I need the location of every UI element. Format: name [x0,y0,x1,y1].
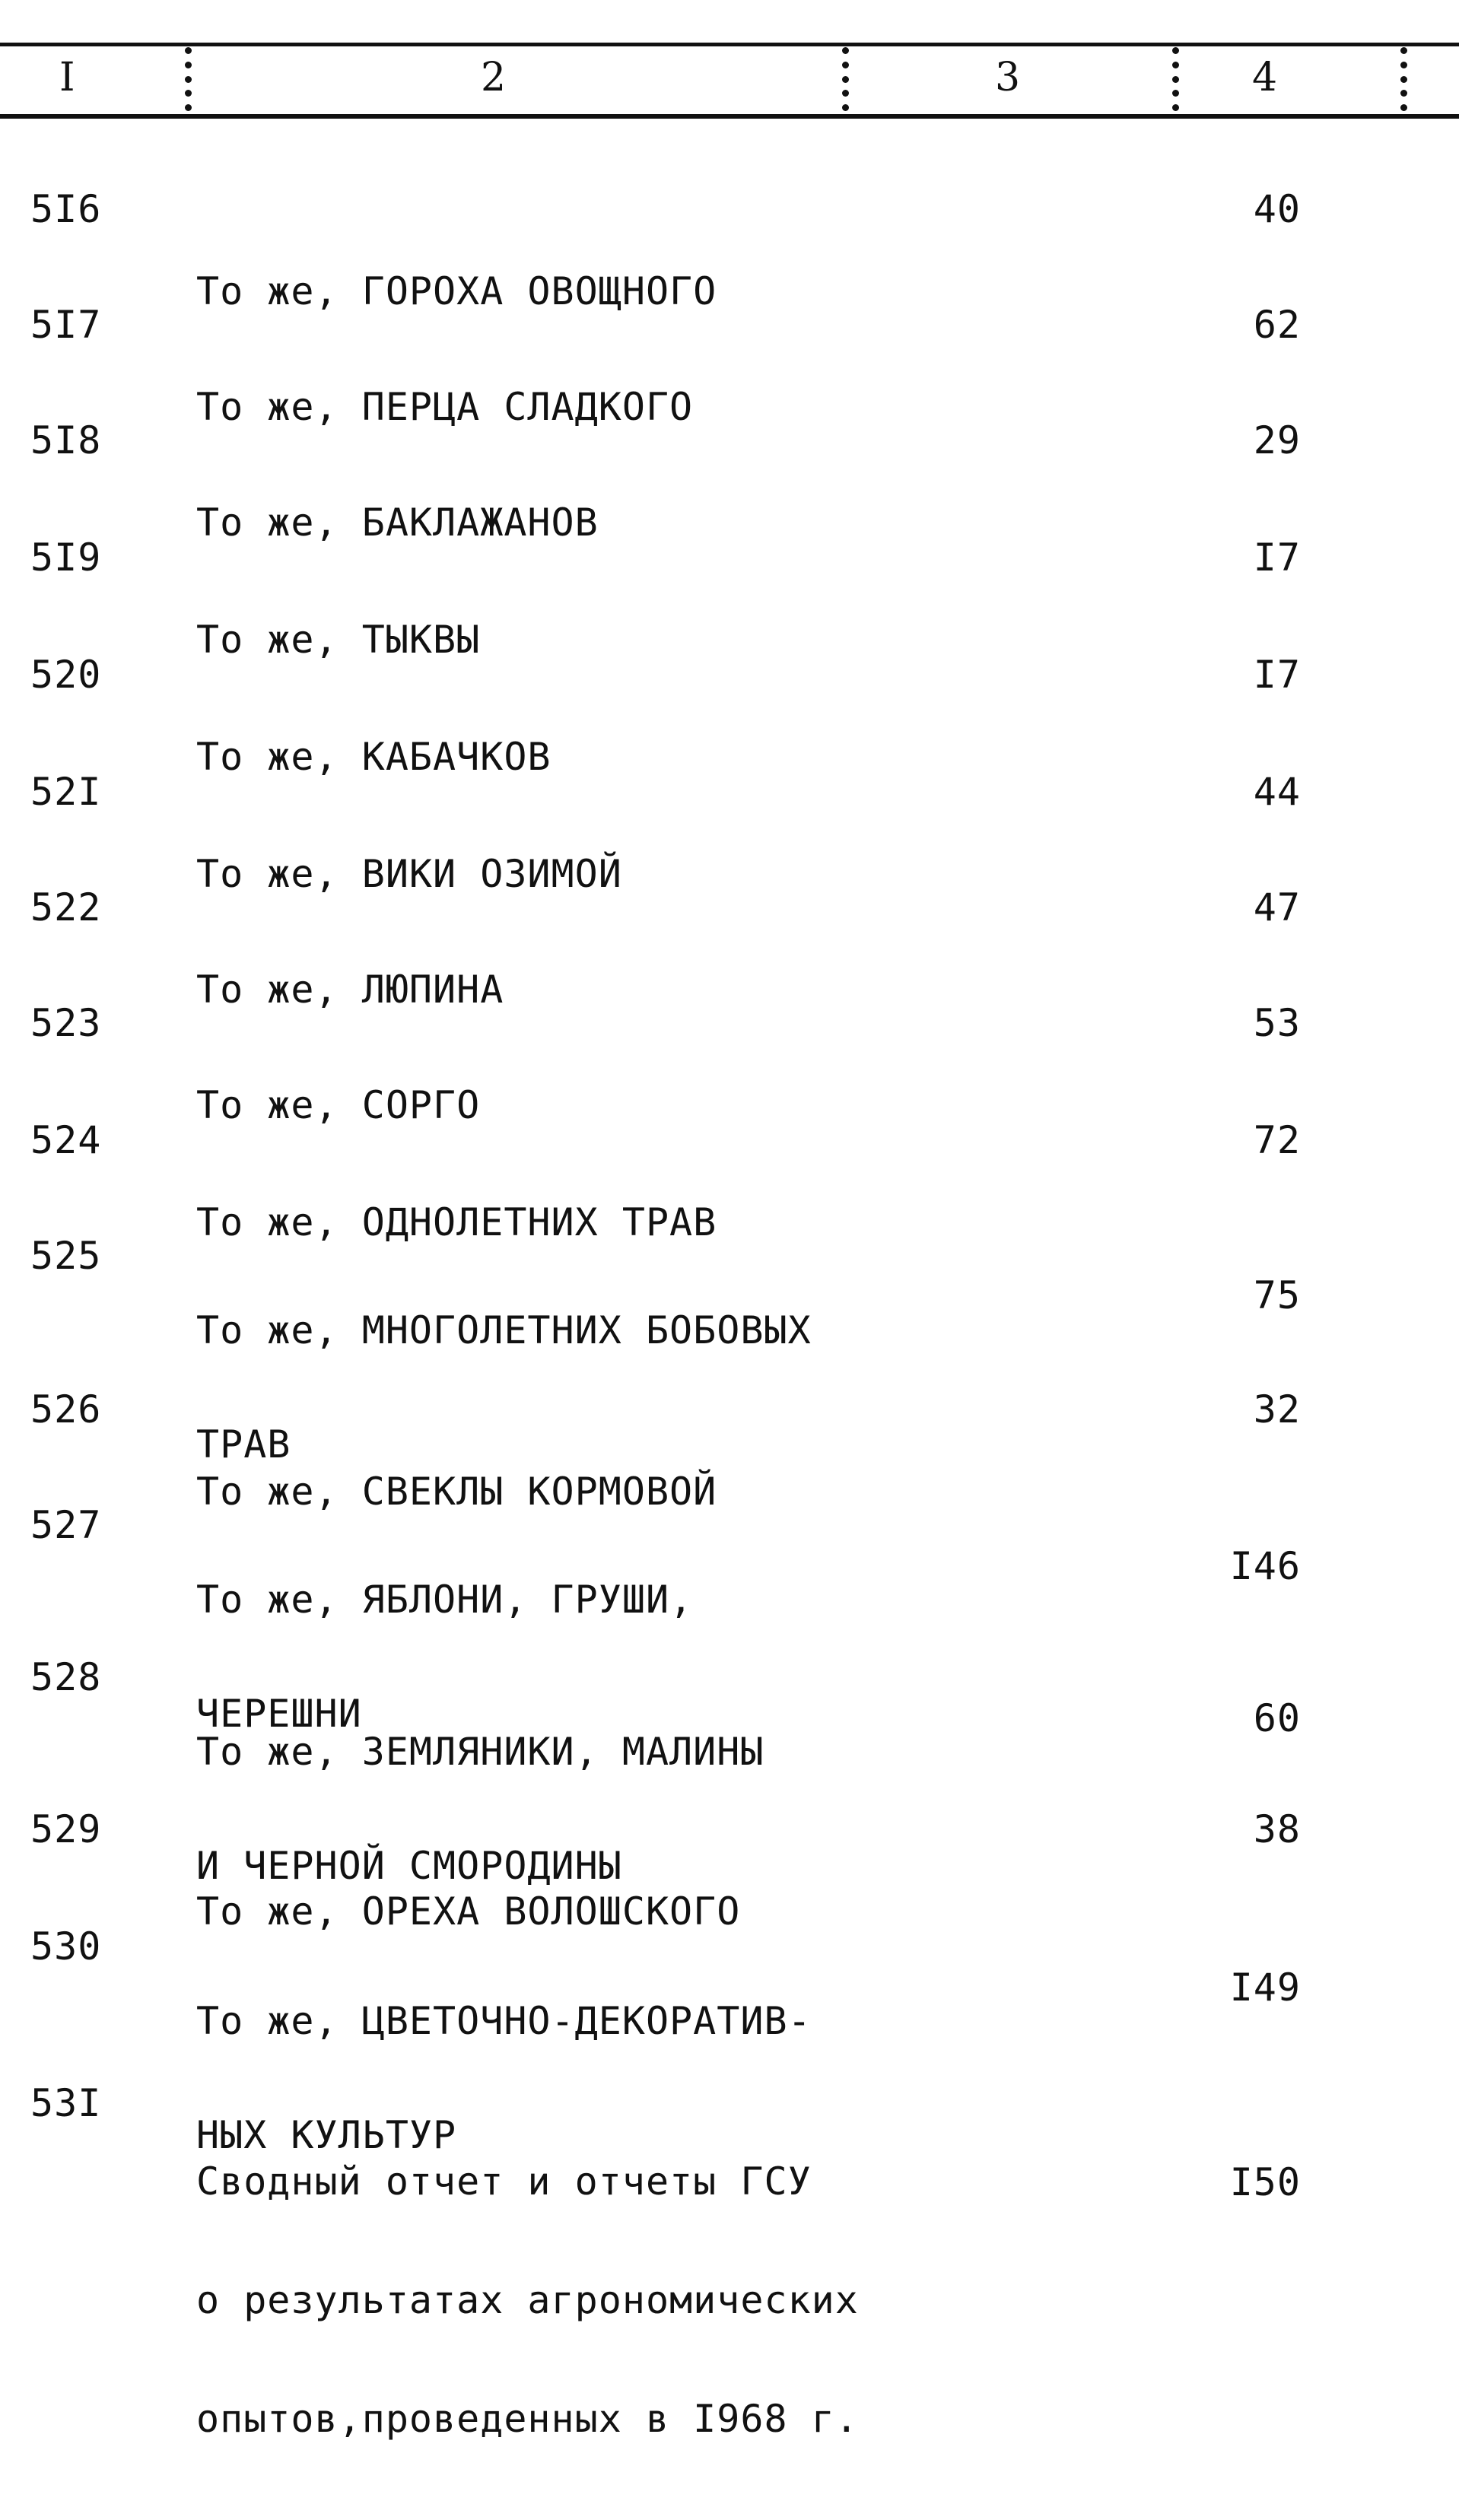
description-line: То же, ОДНОЛЕТНИХ ТРАВ [196,1200,717,1244]
description-line: То же, ГОРОХА ОВОЩНОГО [196,269,717,313]
description-line: То же, ЗЕМЛЯНИКИ, МАЛИНЫ [196,1730,764,1774]
description-line: То же, ВИКИ ОЗИМОЙ [196,852,622,896]
sheet-count: 40 [1253,187,1301,231]
description-line: ЧЕРЕШНИ [196,1692,362,1736]
header-bottom-rule [0,114,1459,119]
description-line: опытов,проведенных в I968 г. [196,2397,859,2441]
sheet-count: 75 [1253,1273,1301,1317]
description-line: То же, СОРГО [196,1083,481,1127]
item-number: 528 [30,1655,102,1699]
sheet-count: 38 [1253,1807,1301,1851]
sheet-count: 32 [1253,1387,1301,1432]
sheet-count: I7 [1253,535,1301,580]
sheet-count: 62 [1253,303,1301,347]
column-separator [841,47,849,111]
description-line: То же, ЯБЛОНИ, ГРУШИ, [196,1578,694,1622]
column-header-1: I [59,55,75,100]
column-separator [1171,47,1179,111]
column-separator [184,47,192,111]
column-header-3: 3 [995,55,1021,100]
item-number: 5I9 [30,535,102,580]
header-top-rule [0,43,1459,46]
description-line: То же, ОРЕХА ВОЛОШСКОГО [196,1889,741,1934]
item-number: 527 [30,1503,102,1547]
item-number: 526 [30,1387,102,1432]
column-header-4: 4 [1252,55,1278,100]
description-line: То же, ЦВЕТОЧНО-ДЕКОРАТИВ- [196,1999,812,2043]
sheet-count: I49 [1229,1965,1301,2010]
item-number: 524 [30,1118,102,1162]
description-line: о результатах агрономических [196,2278,859,2322]
item-number: 5I8 [30,418,102,462]
sheet-count: 44 [1253,770,1301,814]
item-number: 5I7 [30,303,102,347]
sheet-count: I7 [1253,653,1301,697]
item-number: 52I [30,770,102,814]
sheet-count: 47 [1253,885,1301,930]
item-number: 53I [30,2081,102,2125]
sheet-count: 72 [1253,1118,1301,1162]
description-line: НЫХ КУЛЬТУР [196,2113,457,2157]
item-number: 523 [30,1001,102,1045]
item-number: 525 [30,1234,102,1278]
description-line: То же, БАКЛАЖАНОВ [196,501,599,545]
item-number: 522 [30,885,102,930]
item-number: 5I6 [30,187,102,231]
column-header-2: 2 [481,55,507,100]
column-separator [1400,47,1407,111]
description-line: ТРАВ [196,1422,291,1467]
sheet-count: I50 [1229,2160,1301,2204]
description-line: То же, СВЕКЛЫ КОРМОВОЙ [196,1470,717,1514]
sheet-count: 60 [1253,1696,1301,1740]
sheet-count: 29 [1253,418,1301,462]
sheet-count: I46 [1229,1544,1301,1588]
description-line: Сводный отчет и отчеты ГСУ [196,2159,812,2204]
sheet-count: 53 [1253,1001,1301,1045]
description-line: То же, ТЫКВЫ [196,618,481,662]
description-line: То же, МНОГОЛЕТНИХ БОБОВЫХ [196,1308,812,1352]
item-number: 529 [30,1807,102,1851]
item-description [196,2083,859,2518]
description-line: И ЧЕРНОЙ СМОРОДИНЫ [196,1844,622,1888]
description-line: То же, КАБАЧКОВ [196,735,551,779]
item-number: 530 [30,1924,102,1969]
description-line: То же, ПЕРЦА СЛАДКОГО [196,385,694,429]
description-line: То же, ЛЮПИНА [196,968,504,1012]
item-number: 520 [30,653,102,697]
